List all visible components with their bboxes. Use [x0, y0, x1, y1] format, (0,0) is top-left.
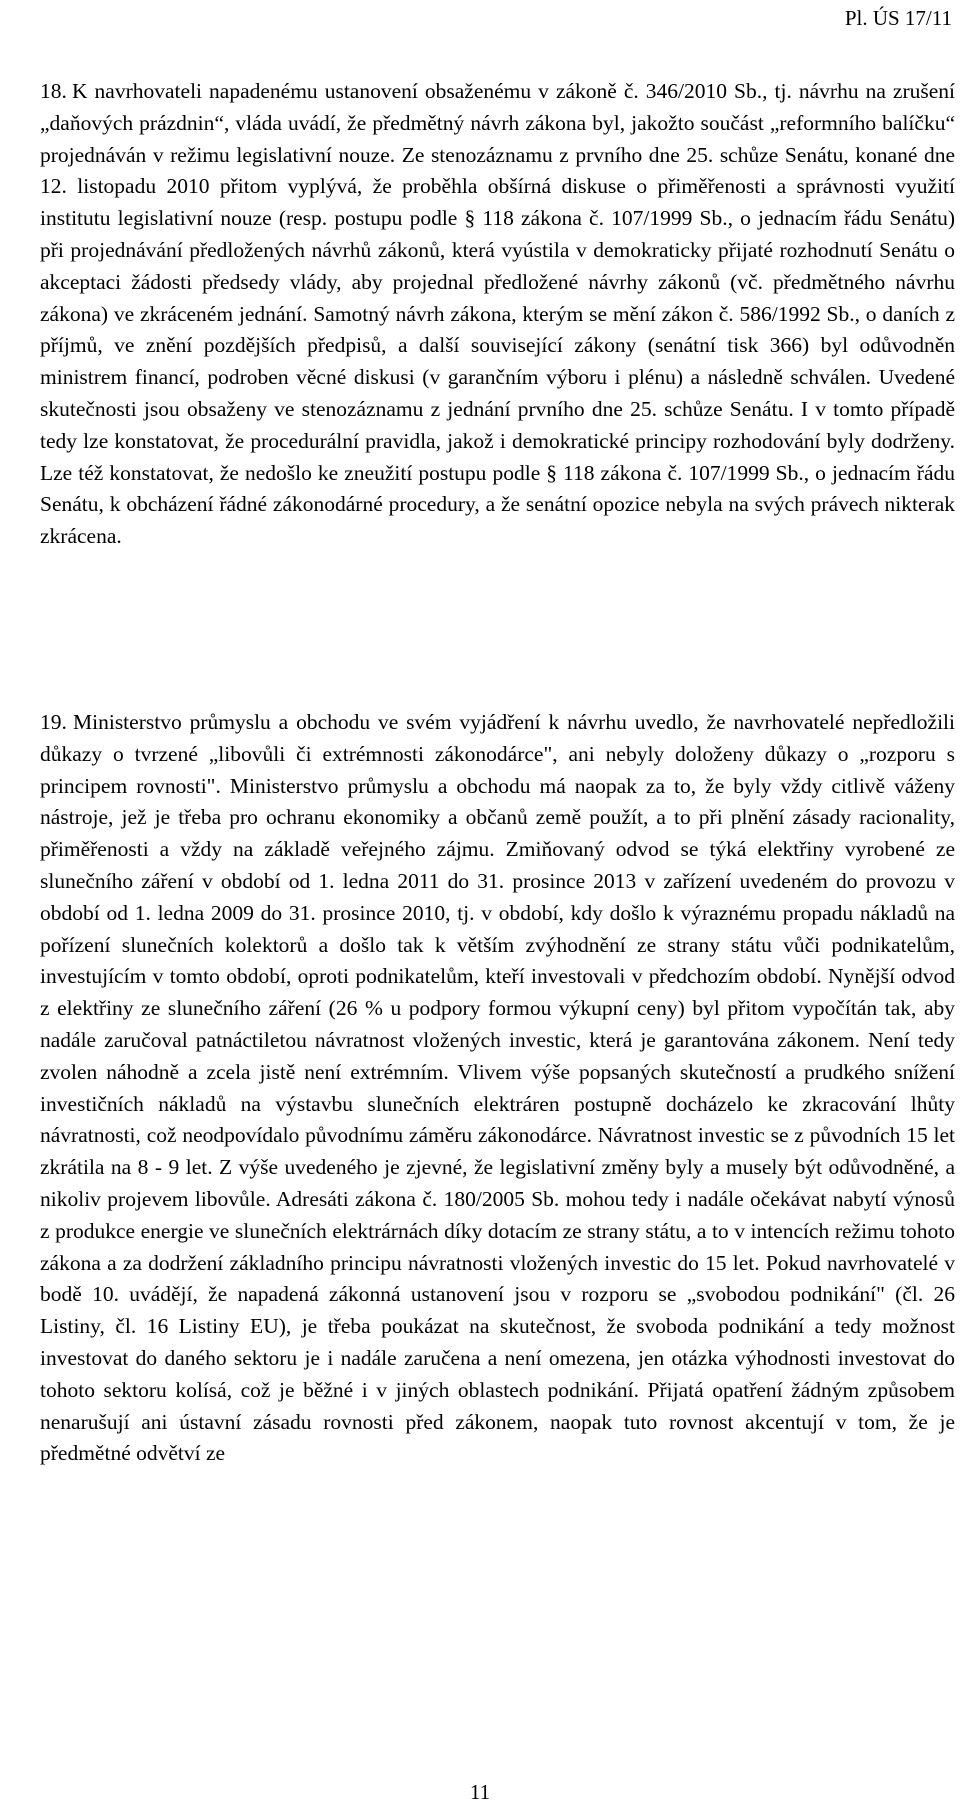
case-reference: Pl. ÚS 17/11: [844, 6, 952, 30]
paragraph-number: 19.: [40, 710, 67, 734]
paragraph-19: [40, 707, 955, 1470]
paragraph-number: 18.: [40, 79, 67, 103]
paragraph-text: Ministerstvo průmyslu a obchodu ve svém vyjádření k návrhu uvedlo, že navrhovatelé nepředložili důkazy o tvrzené „libovůli či extrémnosti zákonodárce", ani nebyly doloženy důkazy o „rozporu s principem rovnosti". Ministerstvo průmyslu a obchodu má naopak za to, že byly vždy citlivě váženy nástroje, jež je třeba pro ochranu ekonomiky a občanů země použít, a to při plnění zásady racionality, přiměřenosti a vždy na základě veřejného zájmu. Zmiňovaný odvod se týká elektřiny vyrobené ze slunečního záření v období od 1. ledna 2011 do 31. prosince 2013 v zařízení uvedeném do provozu v období od 1. ledna 2009 do 31. prosince 2010, tj. v období, kdy došlo k výraznému propadu nákladů na pořízení slunečních kolektorů a došlo tak k větším zvýhodnění ze strany státu vůči podnikatelům, investujícím v tomto období, oproti podnikatelům, kteří investovali v předchozím období. Nynější odvod z elektřiny ze slunečního záření (26 % u podpory formou výkupní ceny) byl přitom vypočítán tak, aby nadále zaručoval patnáctiletou návratnost vložených investic, která je garantována zákonem. Není tedy zvolen náhodně a zcela jistě není extrémním. Vlivem výše popsaných skutečností a prudkého snížení investičních nákladů na výstavbu slunečních elektráren postupně docházelo ke zkracování lhůty návratnosti, což neodpovídalo původnímu záměru zákonodárce. Návratnost investic se z původních 15 let zkrátila na 8 - 9 let. Z výše uvedeného je zjevné, že legislativní změny byly a musely být odůvodněné, a nikoliv projevem libovůle. Adresáti zákona č. 180/2005 Sb. mohou tedy i nadále očekávat nabytí výnosů z produkce energie ve slunečních elektrárnách díky dotacím ze strany státu, a to v intencích režimu tohoto zákona a za dodržení základního principu návratnosti vložených investic do 15 let. Pokud navrhovatelé v bodě 10. uvádějí, že napadená zákonná ustanovení jsou v rozporu se „svobodou podnikání" (čl. 26 Listiny, čl. 16 Listiny EU), je třeba poukázat na skutečnost, že svoboda podnikání a tedy možnost investovat do daného sektoru je i nadále zaručena a není omezena, jen otázka výhodnosti investovat do tohoto sektoru kolísá, což je běžné i v jiných oblastech podnikání. Přijatá opatření žádným způsobem nenarušují ani ústavní zásadu rovnosti před zákonem, naopak tuto rovnost akcentují v tom, že je předmětné odvětví ze: [40, 710, 955, 1466]
page-number: 11: [469, 1780, 491, 1804]
paragraph-18: [40, 76, 955, 553]
paragraph-text: K navrhovateli napadenému ustanovení obsaženému v zákoně č. 346/2010 Sb., tj. návrhu na zrušení „daňových prázdnin“, vláda uvádí, že předmětný návrh zákona byl, jakožto součást „reformního balíčku“ projednáván v režimu legislativní nouze. Ze stenozáznamu z prvního dne 25. schůze Senátu, konané dne 12. listopadu 2010 přitom vyplývá, že proběhla obšírná diskuse o přiměřenosti a správnosti využití institutu legislativní nouze (resp. postupu podle § 118 zákona č. 107/1999 Sb., o jednacím řádu Senátu) při projednávání předložených návrhů zákonů, která vyústila v demokraticky přijaté rozhodnutí Senátu o akceptaci žádosti předsedy vlády, aby projednal předložené návrhy zákonů (vč. předmětného návrhu zákona) ve zkráceném jednání. Samotný návrh zákona, kterým se mění zákon č. 586/1992 Sb., o daních z příjmů, ve znění pozdějších předpisů, a další související zákony (senátní tisk 366) byl odůvodněn ministrem financí, podroben věcné diskusi (v garančním výboru i plénu) a následně schválen. Uvedené skutečnosti jsou obsaženy ve stenozáznamu z jednání prvního dne 25. schůze Senátu. I v tomto případě tedy lze konstatovat, že procedurální pravidla, jakož i demokratické principy rozhodování byly dodrženy. Lze též konstatovat, že nedošlo ke zneužití postupu podle § 118 zákona č. 107/1999 Sb., o jednacím řádu Senátu, k obcházení řádné zákonodárné procedury, a že senátní opozice nebyla na svých právech nikterak zkrácena.: [40, 79, 955, 549]
